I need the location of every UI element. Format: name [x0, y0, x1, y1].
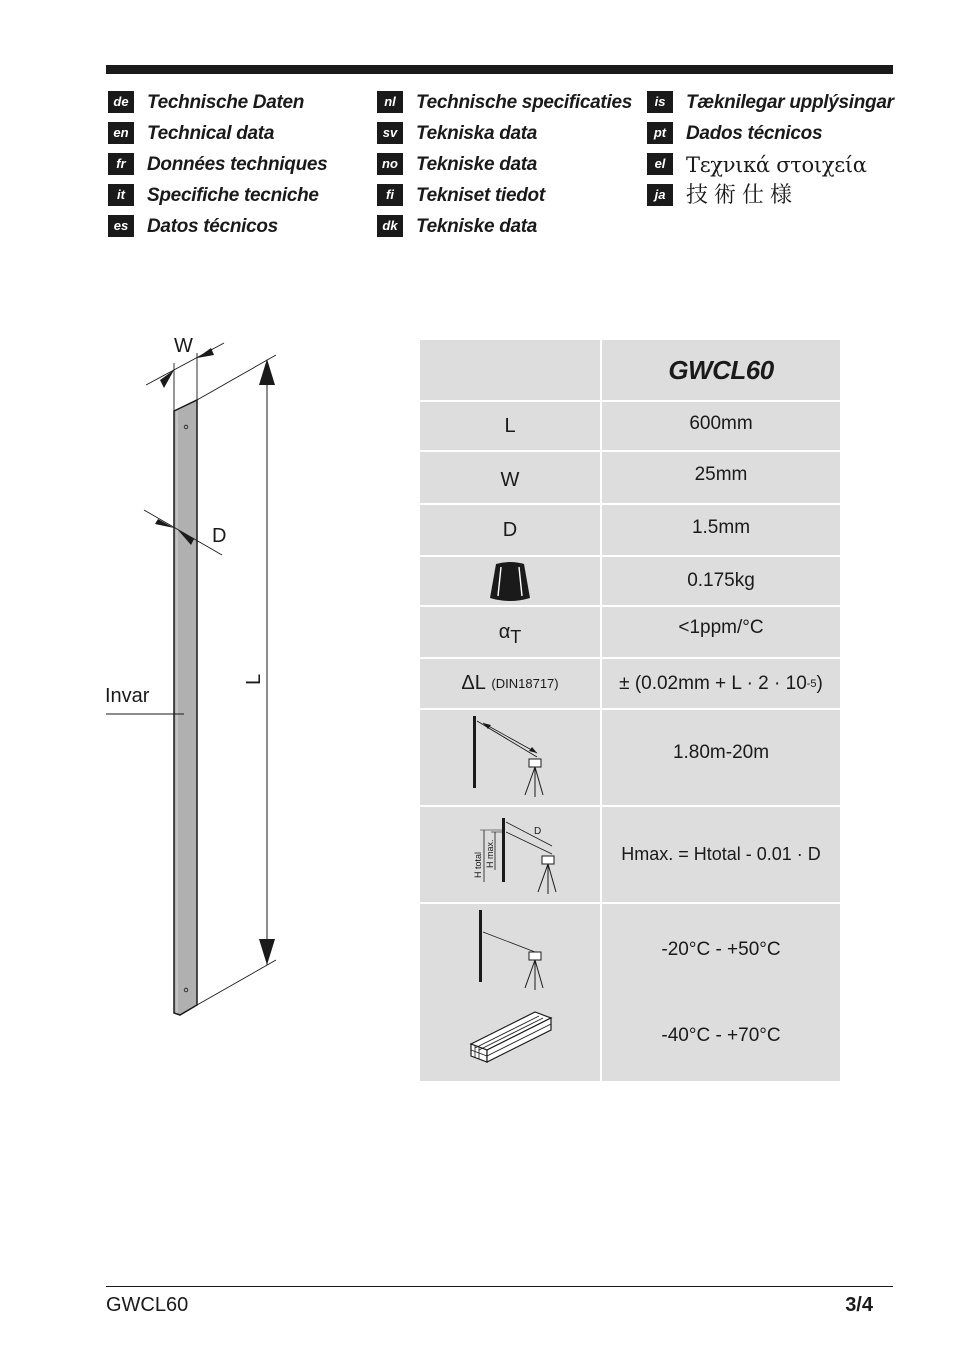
spec-model-header: GWCL60	[668, 354, 774, 385]
language-title: Tæknilegar upplýsingar	[686, 92, 894, 113]
language-code-badge: nl	[377, 91, 403, 113]
language-title: Specifiche tecniche	[147, 185, 319, 206]
value-accuracy	[602, 659, 840, 708]
value-operating-temp: -20°C - +50°C	[661, 939, 781, 960]
range-icon	[420, 710, 600, 805]
language-title: Tekniske data	[416, 216, 538, 237]
language-code-badge: en	[108, 122, 134, 144]
spec-table	[420, 340, 840, 1081]
language-title: Tekniska data	[416, 123, 538, 144]
value-weight: 0.175kg	[687, 570, 755, 591]
symbol-thermal	[420, 607, 600, 657]
language-code-badge: it	[108, 184, 134, 206]
language-title: Tekniske data	[416, 154, 538, 175]
height-formula-icon	[420, 807, 600, 902]
language-title: Dados técnicos	[686, 123, 823, 144]
language-code-badge: de	[108, 91, 134, 113]
language-code-badge: dk	[377, 215, 403, 237]
value-width: 25mm	[694, 464, 748, 485]
icon-label-hmax: H max.	[485, 838, 495, 868]
language-title: Datos técnicos	[147, 216, 278, 237]
label-d: D	[212, 525, 227, 547]
header-rule	[106, 65, 893, 74]
language-code-badge: fi	[377, 184, 403, 206]
label-l: L	[243, 673, 265, 685]
value-depth: 1.5mm	[691, 517, 751, 538]
language-code-badge: es	[108, 215, 134, 237]
page-number: 3/4	[845, 1294, 873, 1316]
accuracy-exponent: -5	[806, 677, 817, 690]
label-material: Invar	[105, 685, 150, 707]
dimension-arrow	[155, 519, 174, 528]
footer-rule	[106, 1286, 893, 1287]
symbol-depth: D	[502, 518, 518, 541]
language-code-badge: el	[647, 153, 673, 175]
value-range: 1.80m-20m	[672, 741, 770, 763]
icon-label-htotal: H total	[473, 851, 483, 878]
weight-icon	[420, 557, 600, 605]
invar-strip-drawing	[100, 325, 300, 1035]
symbol-width: W	[500, 468, 520, 491]
language-code-badge: is	[647, 91, 673, 113]
language-title: Technical data	[147, 123, 275, 144]
dimension-arrow	[259, 939, 275, 965]
accuracy-formula: ± (0.02mm + L · 2 · 10	[619, 672, 807, 694]
symbol-thermal-subscript: T	[510, 626, 522, 647]
language-title: Technische Daten	[147, 92, 305, 113]
language-title: Τεχνικά στοιχεία	[686, 153, 867, 177]
value-length: 600mm	[689, 413, 753, 434]
symbol-accuracy-delta: ΔL	[461, 672, 486, 694]
accuracy-formula-end: )	[816, 672, 823, 694]
language-title: Tekniset tiedot	[416, 185, 545, 206]
language-code-badge: ja	[647, 184, 673, 206]
invar-strip	[174, 400, 197, 1015]
language-title: Technische specificaties	[416, 92, 632, 113]
dimension-arrow	[160, 370, 174, 388]
language-code-badge: fr	[108, 153, 134, 175]
language-title: Données techniques	[147, 154, 328, 175]
footer-model: GWCL60	[106, 1294, 189, 1316]
dimension-arrow	[197, 348, 214, 358]
language-code-badge: pt	[647, 122, 673, 144]
label-w: W	[174, 335, 193, 357]
language-title: 技術仕様	[686, 183, 799, 208]
accuracy-standard-note: (DIN18717)	[491, 676, 559, 691]
storage-icon	[420, 996, 600, 1081]
value-thermal: <1ppm/°C	[678, 617, 764, 638]
symbol-accuracy	[420, 659, 600, 708]
value-storage-temp: -40°C - +70°C	[661, 1025, 781, 1046]
symbol-thermal-alpha: α	[498, 620, 511, 643]
symbol-length: L	[504, 414, 516, 437]
icon-label-d: D	[534, 825, 542, 837]
operating-temp-icon	[420, 904, 600, 996]
language-code-badge: no	[377, 153, 403, 175]
value-height-formula: Hmax. = Htotal - 0.01 · D	[621, 844, 821, 864]
language-code-badge: sv	[377, 122, 403, 144]
